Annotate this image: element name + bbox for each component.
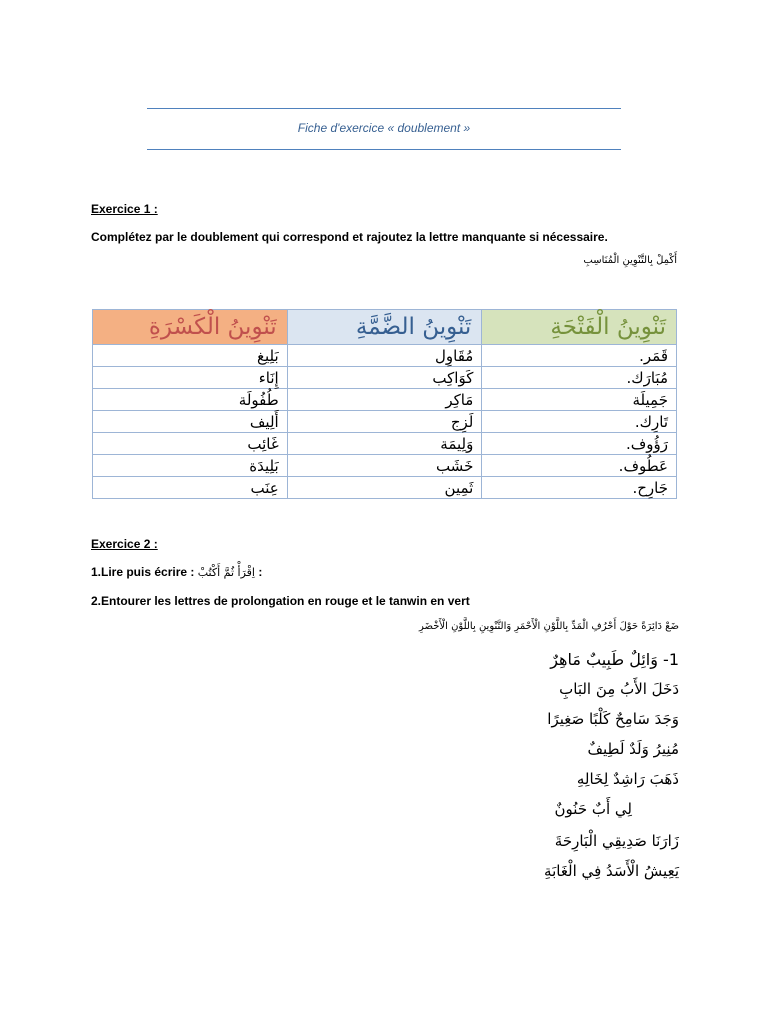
cell-fatha: قَمَر. (482, 345, 677, 367)
header-damma: تَنْوِينُ الضَّمَّةِ (287, 310, 482, 345)
exercise2-heading: Exercice 2 : (91, 537, 158, 551)
cell-fatha: رَؤُوف. (482, 433, 677, 455)
task1-label: 1.Lire puis écrire : (91, 565, 195, 579)
cell-kasra: إِنَاء (93, 367, 288, 389)
cell-damma: ثَمِين (287, 477, 482, 499)
cell-fatha: مُبَارَك. (482, 367, 677, 389)
table-row (93, 345, 677, 367)
cell-damma: خَشَب (287, 455, 482, 477)
task1-colon: : (258, 565, 263, 579)
exercise2-task1 (91, 565, 262, 579)
header-rule-bottom (147, 149, 621, 150)
cell-damma: كَوَاكِب (287, 367, 482, 389)
cell-damma: مَاكِر (287, 389, 482, 411)
cell-kasra: بَلِيغ (93, 345, 288, 367)
cell-damma: وَلِيمَة (287, 433, 482, 455)
exercise1-heading: Exercice 1 : (91, 202, 158, 216)
table-row (93, 389, 677, 411)
cell-damma: مُقَاوِل (287, 345, 482, 367)
exercise2-task2: 2.Entourer les lettres de prolongation en rouge et le tanwin en vert (91, 594, 470, 608)
table-row (93, 455, 677, 477)
sentence: وَجَدَ سَامِحٌ كَلْبًا صَغِيرًا (547, 710, 679, 728)
table-row (93, 367, 677, 389)
cell-damma: لَزِج (287, 411, 482, 433)
sentence: لِي أَبٌ حَنُونٌ (554, 800, 632, 818)
table-row (93, 411, 677, 433)
sentence: يَعِيشُ الْأَسَدُ فِي الْغَابَةِ (544, 862, 679, 880)
header-fatha: تَنْوِينُ الْفَتْحَةِ (482, 310, 677, 345)
cell-kasra: طُفُولَة (93, 389, 288, 411)
table-row (93, 433, 677, 455)
cell-kasra: بَلِيدَة (93, 455, 288, 477)
sentence: 1- وَائِلٌ طَبِيبٌ مَاهِرٌ (550, 650, 679, 669)
task1-arabic: اِقْرَأْ ثُمَّ أَكْتُبْ (197, 566, 255, 579)
cell-kasra: غَائِب (93, 433, 288, 455)
sentence: زَارَنَا صَدِيقِي الْبَارِحَةَ (554, 832, 679, 850)
cell-fatha: تَارِك. (482, 411, 677, 433)
cell-fatha: عَطُوف. (482, 455, 677, 477)
cell-kasra: عِنَب (93, 477, 288, 499)
header-rule-top (147, 108, 621, 109)
sentence: دَخَلَ الأَبُ مِنَ البَابِ (559, 680, 679, 698)
tanwin-table (92, 309, 677, 499)
table-header-row (93, 310, 677, 345)
exercise1-instruction: Complétez par le doublement qui correspond et rajoutez la lettre manquante si nécessaire. (91, 230, 608, 244)
cell-fatha: جَمِيلَة (482, 389, 677, 411)
table-row (93, 477, 677, 499)
exercise2-task2-arabic: ضَعْ دَائِرَةً حَوْلَ أَحْرُفِ الْمَدِّ بِاللَّوْنِ الْأَحْمَرِ وَالتَّنْوِينِ بِاللَّوْنِ الْأَخْضَرِ (419, 621, 679, 632)
exercise1-instruction-arabic: أَكْمِلْ بِالتَّنْوِينِ الْمُنَاسِبِ (583, 255, 677, 266)
header-kasra: تَنْوِينُ الْكَسْرَةِ (93, 310, 288, 345)
document-title: Fiche d'exercice « doublement » (297, 121, 471, 135)
sentence: مُنِيرُ وَلَدٌ لَطِيفٌ (587, 740, 679, 758)
sentence: ذَهَبَ رَاشِدٌ لِخَالِهِ (576, 770, 679, 788)
cell-fatha: جَارِح. (482, 477, 677, 499)
cell-kasra: أَلِيف (93, 411, 288, 433)
